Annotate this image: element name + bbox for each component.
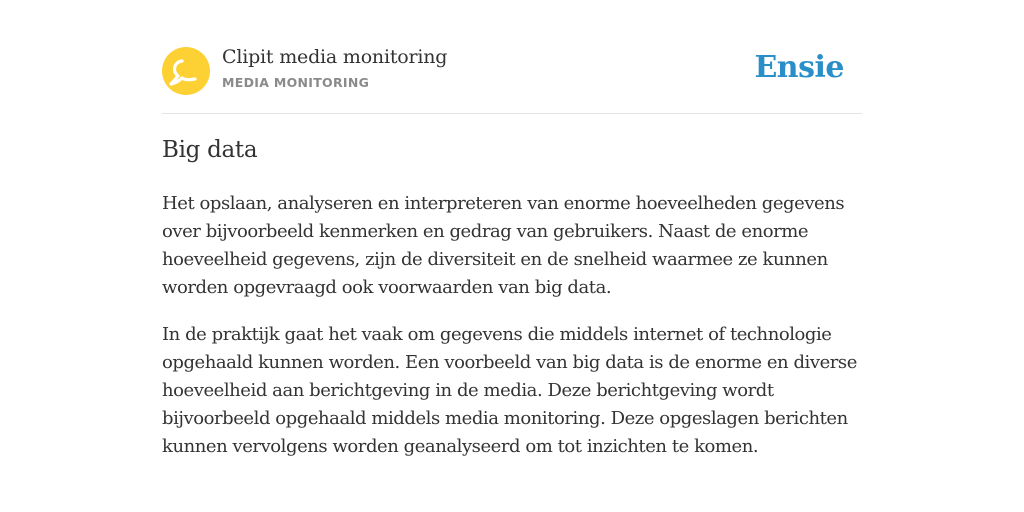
speech-bubble-icon: [162, 47, 210, 95]
term-title: Big data: [162, 137, 258, 163]
source-category[interactable]: MEDIA MONITORING: [222, 75, 370, 90]
definition-body: [162, 190, 862, 480]
brand-logo[interactable]: Ensie: [754, 50, 844, 85]
header-divider: [162, 113, 862, 114]
source-name[interactable]: Clipit media monitoring: [222, 46, 448, 68]
source-logo[interactable]: [162, 47, 210, 95]
definition-card: [162, 0, 862, 512]
definition-paragraph: In de praktijk gaat het vaak om gegevens die middels internet of technologie opgehaald kunnen worden. Een voorbeeld van big data is de enorme en diverse hoeveelheid aan berichtgeving in de media. Deze berichtgeving wordt bijvoorbeeld opgehaald middels media monitoring. Deze opgeslagen berichten kunnen vervolgens worden geanalyseerd om tot inzichten te komen.: [162, 324, 857, 457]
source-header: [162, 46, 862, 96]
definition-paragraph: Het opslaan, analyseren en interpreteren van enorme hoeveelheden gegevens over bijvoorbeeld kenmerken en gedrag van gebruikers. Naast de enorme hoeveelheid gegevens, zijn de diversiteit en de snelheid waarmee ze kunnen worden opgevraagd ook voorwaarden van big data.: [162, 193, 845, 298]
